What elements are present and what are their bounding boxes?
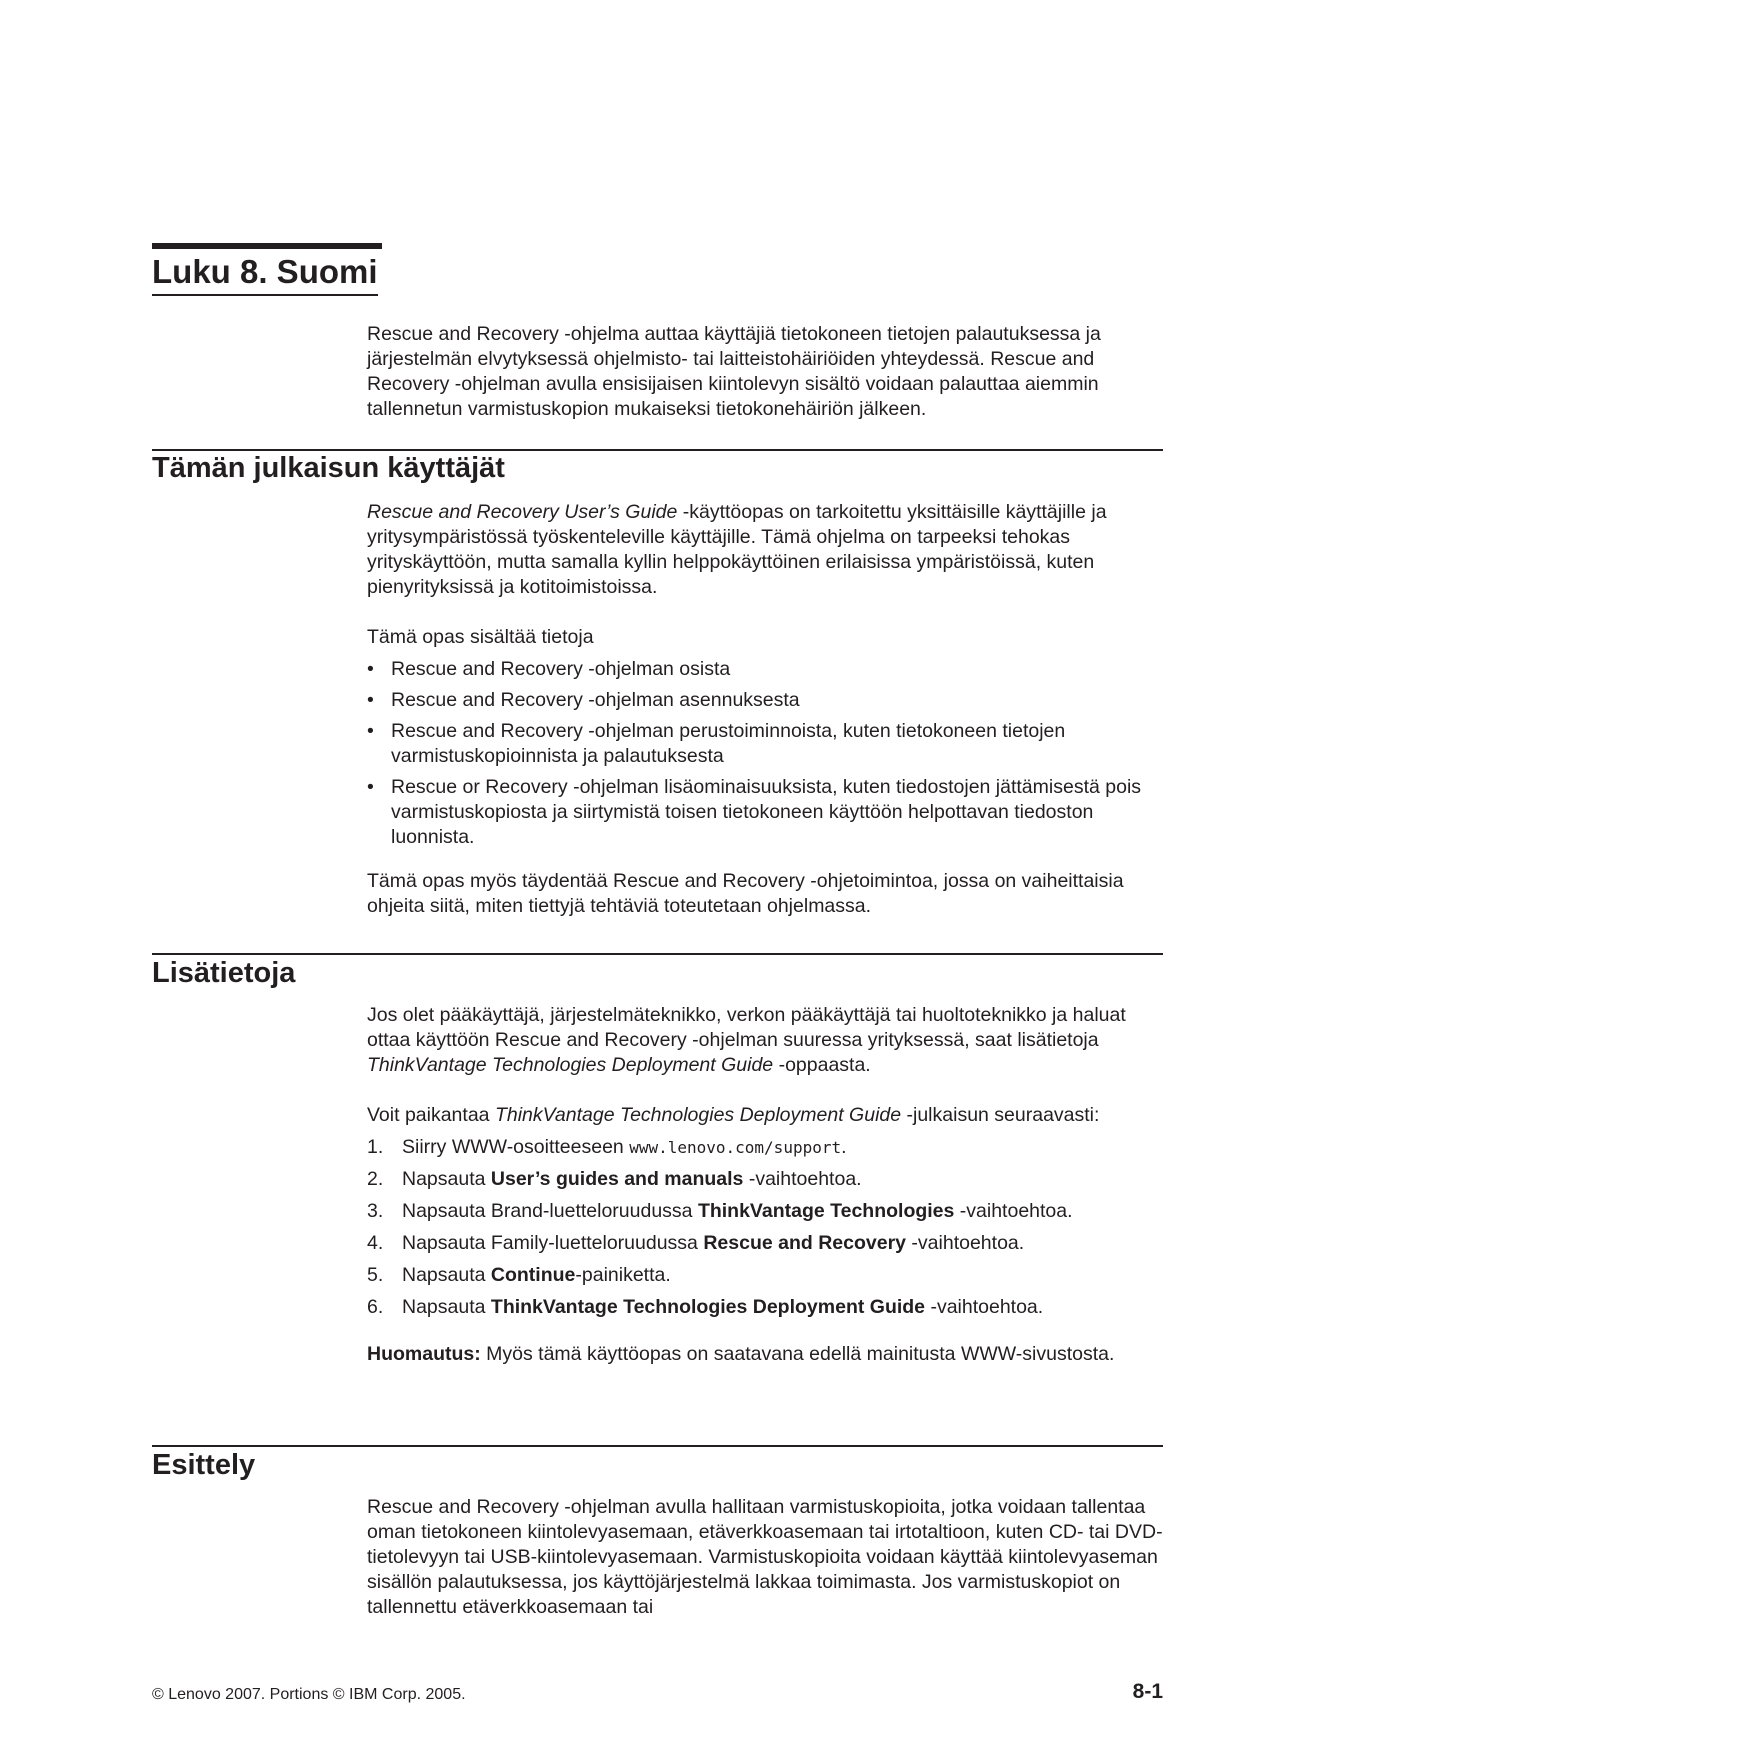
list-item	[367, 688, 1167, 713]
bullet-icon: •	[367, 720, 374, 742]
bullet-icon: •	[367, 689, 374, 711]
more-paragraph-1	[367, 1003, 1167, 1078]
step-number: 2.	[367, 1168, 384, 1190]
step-text-end: -painiketta.	[575, 1264, 671, 1286]
step-text-end: -vaihtoehtoa.	[925, 1296, 1044, 1318]
chapter-top-rule	[152, 243, 382, 249]
step-item	[367, 1199, 1167, 1224]
bullet-icon: •	[367, 776, 374, 798]
section-title-intro: Esittely	[152, 1449, 256, 1481]
step-number: 1.	[367, 1136, 384, 1158]
section-title-users: Tämän julkaisun käyttäjät	[152, 452, 505, 484]
users-paragraph-1	[367, 500, 1167, 600]
section-more-body	[367, 1003, 1167, 1367]
step-text-end: -vaihtoehtoa.	[743, 1168, 862, 1190]
note-text: Myös tämä käyttöopas on saatavana edellä mainitusta WWW-sivustosta.	[480, 1343, 1115, 1365]
step-text-end: .	[841, 1136, 847, 1158]
list-item-text: Rescue and Recovery -ohjelman perustoiminnoista, kuten tietokoneen tietojen varmistuskopioinnista ja palautuksesta	[391, 720, 1066, 767]
chapter-title: Luku 8. Suomi	[152, 250, 378, 296]
list-item-text: Rescue and Recovery -ohjelman asennuksesta	[391, 689, 800, 711]
step-text-end: -vaihtoehtoa.	[954, 1200, 1073, 1222]
step-text: Napsauta	[402, 1296, 491, 1318]
note-label: Huomautus:	[367, 1343, 481, 1365]
step-option-label: Rescue and Recovery	[703, 1232, 907, 1254]
chapter-intro-paragraph: Rescue and Recovery -ohjelma auttaa käyttäjiä tietokoneen tietojen palautuksessa ja järjestelmän elvytyksessä ohjelmisto- tai laitteistohäiriöiden yhteydessä. Rescue and Recovery -ohjelman avulla ensisijaisen kiintolevyn sisältö voidaan palauttaa aiemmin tallennetun varmistuskopion mukaiseksi tietokonehäiriön jälkeen.	[367, 323, 1101, 420]
step-option-label: ThinkVantage Technologies Deployment Guide	[490, 1296, 926, 1318]
more-paragraph-1-text-b: -oppaasta.	[773, 1054, 871, 1076]
step-number: 6.	[367, 1296, 384, 1318]
intro-paragraph: Rescue and Recovery -ohjelman avulla hallitaan varmistuskopioita, jotka voidaan tallentaa oman tietokoneen kiintolevyasemaan, etäverkkoasemaan tai irtotaltioon, kuten CD- tai DVD-tietolevyyn tai USB-kiintolevyasemaan. Varmistuskopioita voidaan käyttää kiintolevyaseman sisällön palautuksessa, jos käyttöjärjestelmä lakkaa toimimasta. Jos varmistuskopiot on tallennettu etäverkkoasemaan tai	[367, 1496, 1163, 1618]
step-number: 3.	[367, 1200, 384, 1222]
step-text-end: -vaihtoehtoa.	[906, 1232, 1025, 1254]
section-rule-more	[152, 953, 1163, 955]
more-paragraph-2	[367, 1103, 1167, 1128]
steps-list	[367, 1135, 1167, 1320]
step-option-label: ThinkVantage Technologies	[697, 1200, 955, 1222]
step-item	[367, 1135, 1167, 1160]
list-item-text: Rescue and Recovery -ohjelman osista	[391, 658, 731, 680]
list-item	[367, 775, 1167, 850]
list-item	[367, 657, 1167, 682]
chapter-intro	[367, 322, 1167, 422]
section-intro-body	[367, 1495, 1167, 1620]
section-users-body	[367, 500, 1167, 919]
section-rule-intro	[152, 1445, 1163, 1447]
step-text: Napsauta	[402, 1168, 491, 1190]
step-text: Napsauta Family-luetteloruudussa	[402, 1232, 704, 1254]
step-text: Napsauta Brand-luetteloruudussa	[402, 1200, 698, 1222]
more-paragraph-2-text-a: Voit paikantaa	[367, 1104, 495, 1126]
list-item-text: Rescue or Recovery -ohjelman lisäominaisuuksista, kuten tiedostojen jättämisestä pois varmistuskopiosta ja siirtymistä toisen tietokoneen käyttöön helpottavan tiedoston luonnista.	[391, 776, 1142, 848]
list-item	[367, 719, 1167, 769]
step-option-label: Continue	[490, 1264, 576, 1286]
note-paragraph	[367, 1342, 1167, 1367]
page-number: 8-1	[1132, 1680, 1163, 1703]
users-list-intro: Tämä opas sisältää tietoja	[367, 626, 594, 648]
users-bullet-list	[367, 657, 1167, 850]
bullet-icon: •	[367, 658, 374, 680]
step-number: 5.	[367, 1264, 384, 1286]
footer-copyright: © Lenovo 2007. Portions © IBM Corp. 2005.	[152, 1686, 466, 1703]
step-item	[367, 1231, 1167, 1256]
step-text: Napsauta	[402, 1264, 491, 1286]
more-paragraph-1-text-a: Jos olet pääkäyttäjä, järjestelmäteknikko, verkon pääkäyttäjä tai huoltoteknikko ja haluat ottaa käyttöön Rescue and Recovery -ohjelman suuressa yrityksessä, saat lisätietoja	[367, 1004, 1126, 1051]
step-option-label: User’s guides and manuals	[490, 1168, 744, 1190]
deployment-guide-title: ThinkVantage Technologies Deployment Guide	[494, 1104, 902, 1126]
users-guide-title: Rescue and Recovery User’s Guide	[367, 501, 678, 523]
step-item	[367, 1295, 1167, 1320]
deployment-guide-title: ThinkVantage Technologies Deployment Guide	[367, 1054, 774, 1076]
section-title-more: Lisätietoja	[152, 957, 296, 989]
step-text: Siirry WWW-osoitteeseen	[402, 1136, 630, 1158]
step-number: 4.	[367, 1232, 384, 1254]
step-item	[367, 1167, 1167, 1192]
step-item	[367, 1263, 1167, 1288]
users-paragraph-2: Tämä opas myös täydentää Rescue and Recovery -ohjetoimintoa, jossa on vaiheittaisia ohjeita siitä, miten tiettyjä tehtäviä toteutetaan ohjelmassa.	[367, 870, 1124, 917]
more-paragraph-2-text-b: -julkaisun seuraavasti:	[901, 1104, 1100, 1126]
support-url-link[interactable]: www.lenovo.com/support	[629, 1138, 842, 1157]
users-paragraph-1-text: -käyttöopas on tarkoitettu yksittäisille käyttäjille ja yritysympäristössä työskenteleville käyttäjille. Tämä ohjelma on tarpeeksi tehokas yrityskäyttöön, mutta samalla kyllin helppokäyttöinen erilaisissa ympäristöissä, kuten pienyrityksissä ja kotitoimistoissa.	[367, 501, 1107, 598]
